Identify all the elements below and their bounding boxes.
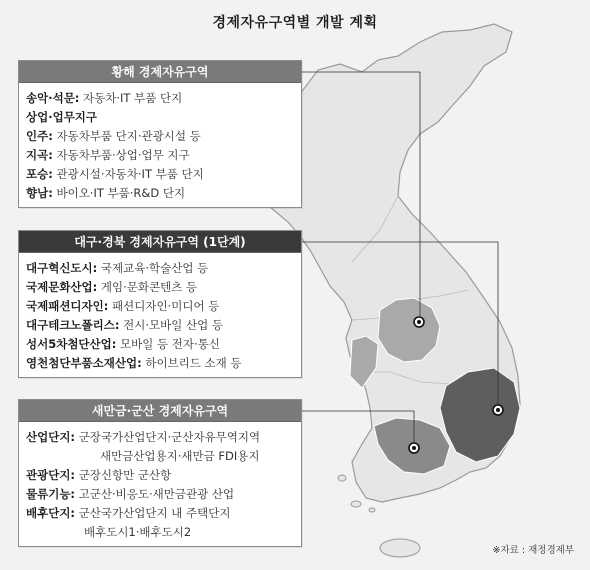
row-value: 새만금산업용지·새만금 FDI용지 bbox=[100, 449, 260, 463]
zone-row bbox=[26, 316, 295, 335]
row-value: 군장국가산업단지·군산자유무역지역 bbox=[75, 430, 261, 444]
saemangeum-marker-dot bbox=[412, 446, 416, 450]
row-label: 대구테크노폴리스: bbox=[26, 318, 120, 332]
zone-details bbox=[19, 253, 301, 377]
zone-row bbox=[26, 278, 295, 297]
island bbox=[351, 501, 361, 507]
row-value: 자동차·IT 부품 단지 bbox=[79, 91, 183, 105]
row-label: 국제문화산업: bbox=[26, 280, 98, 294]
row-value: 군장신항만 군산항 bbox=[75, 468, 172, 482]
row-label: 송악·석문: bbox=[26, 91, 80, 105]
row-value: 자동차부품 단지·관광시설 등 bbox=[52, 129, 201, 143]
zone-row bbox=[26, 354, 295, 373]
row-label: 인주: bbox=[26, 129, 53, 143]
zone-row bbox=[26, 428, 295, 447]
row-label: 산업단지: bbox=[26, 430, 76, 444]
row-label: 배후단지: bbox=[26, 506, 76, 520]
zone-row bbox=[26, 184, 295, 203]
row-label: 성서5차첨단산업: bbox=[26, 337, 117, 351]
row-value: 배후도시1·배후도시2 bbox=[84, 525, 192, 539]
row-value: 전시·모바일 산업 등 bbox=[119, 318, 223, 332]
island bbox=[338, 475, 346, 481]
zone-row bbox=[26, 146, 295, 165]
row-value: 군산국가산업단지 내 주택단지 bbox=[75, 506, 231, 520]
daegu-marker-dot bbox=[496, 408, 500, 412]
zone-row bbox=[26, 504, 295, 523]
row-value: 관광시설·자동차·IT 부품 단지 bbox=[52, 167, 204, 181]
zone-details bbox=[19, 422, 301, 546]
zone-row bbox=[26, 259, 295, 278]
zone-row bbox=[26, 297, 295, 316]
row-value: 게임·문화콘텐츠 등 bbox=[97, 280, 198, 294]
row-value: 하이브리드 소재 등 bbox=[141, 356, 242, 370]
jeju-island bbox=[380, 539, 420, 557]
row-label: 대구혁신도시: bbox=[26, 261, 98, 275]
island bbox=[369, 508, 375, 512]
daegu-gyeongbuk-zone-box bbox=[18, 230, 302, 378]
infographic-title: 경제자유구역별 개발 계획 bbox=[212, 15, 378, 31]
zone-row bbox=[26, 108, 295, 127]
row-label: 향남: bbox=[26, 186, 53, 200]
hwanghae-zone-box bbox=[18, 60, 302, 208]
zone-row bbox=[26, 485, 295, 504]
zone-row bbox=[26, 127, 295, 146]
zone-row bbox=[26, 466, 295, 485]
zone-details bbox=[19, 83, 301, 207]
zone-header: 황해 경제자유구역 bbox=[19, 61, 301, 83]
row-value: 바이오·IT 부품·R&D 단지 bbox=[52, 186, 186, 200]
row-value: 국제교육·학술산업 등 bbox=[97, 261, 209, 275]
row-value: 고군산·비응도·새만금관광 산업 bbox=[75, 487, 235, 501]
row-value: 패션디자인·미디어 등 bbox=[108, 299, 220, 313]
row-label: 지곡: bbox=[26, 148, 53, 162]
zone-row-continued bbox=[26, 447, 295, 466]
row-label: 포승: bbox=[26, 167, 53, 181]
source-note: ※자료 : 재정경제부 bbox=[492, 545, 574, 556]
row-label: 영천첨단부품소재산업: bbox=[26, 356, 142, 370]
zone-row bbox=[26, 89, 295, 108]
row-value: 자동차부품·상업·업무 지구 bbox=[52, 148, 190, 162]
row-label: 상업·업무지구 bbox=[26, 110, 98, 124]
row-label: 관광단지: bbox=[26, 468, 76, 482]
zone-row bbox=[26, 165, 295, 184]
saemangeum-gunsan-zone-box bbox=[18, 399, 302, 547]
zone-header: 새만금·군산 경제자유구역 bbox=[19, 400, 301, 422]
zone-row-continued bbox=[26, 523, 295, 542]
row-value: 모바일 등 전자·통신 bbox=[116, 337, 220, 351]
row-label: 물류기능: bbox=[26, 487, 76, 501]
row-label: 국제패션디자인: bbox=[26, 299, 109, 313]
zone-header: 대구·경북 경제자유구역 (1단계) bbox=[19, 231, 301, 253]
hwanghae-marker-dot bbox=[417, 320, 421, 324]
zone-row bbox=[26, 335, 295, 354]
